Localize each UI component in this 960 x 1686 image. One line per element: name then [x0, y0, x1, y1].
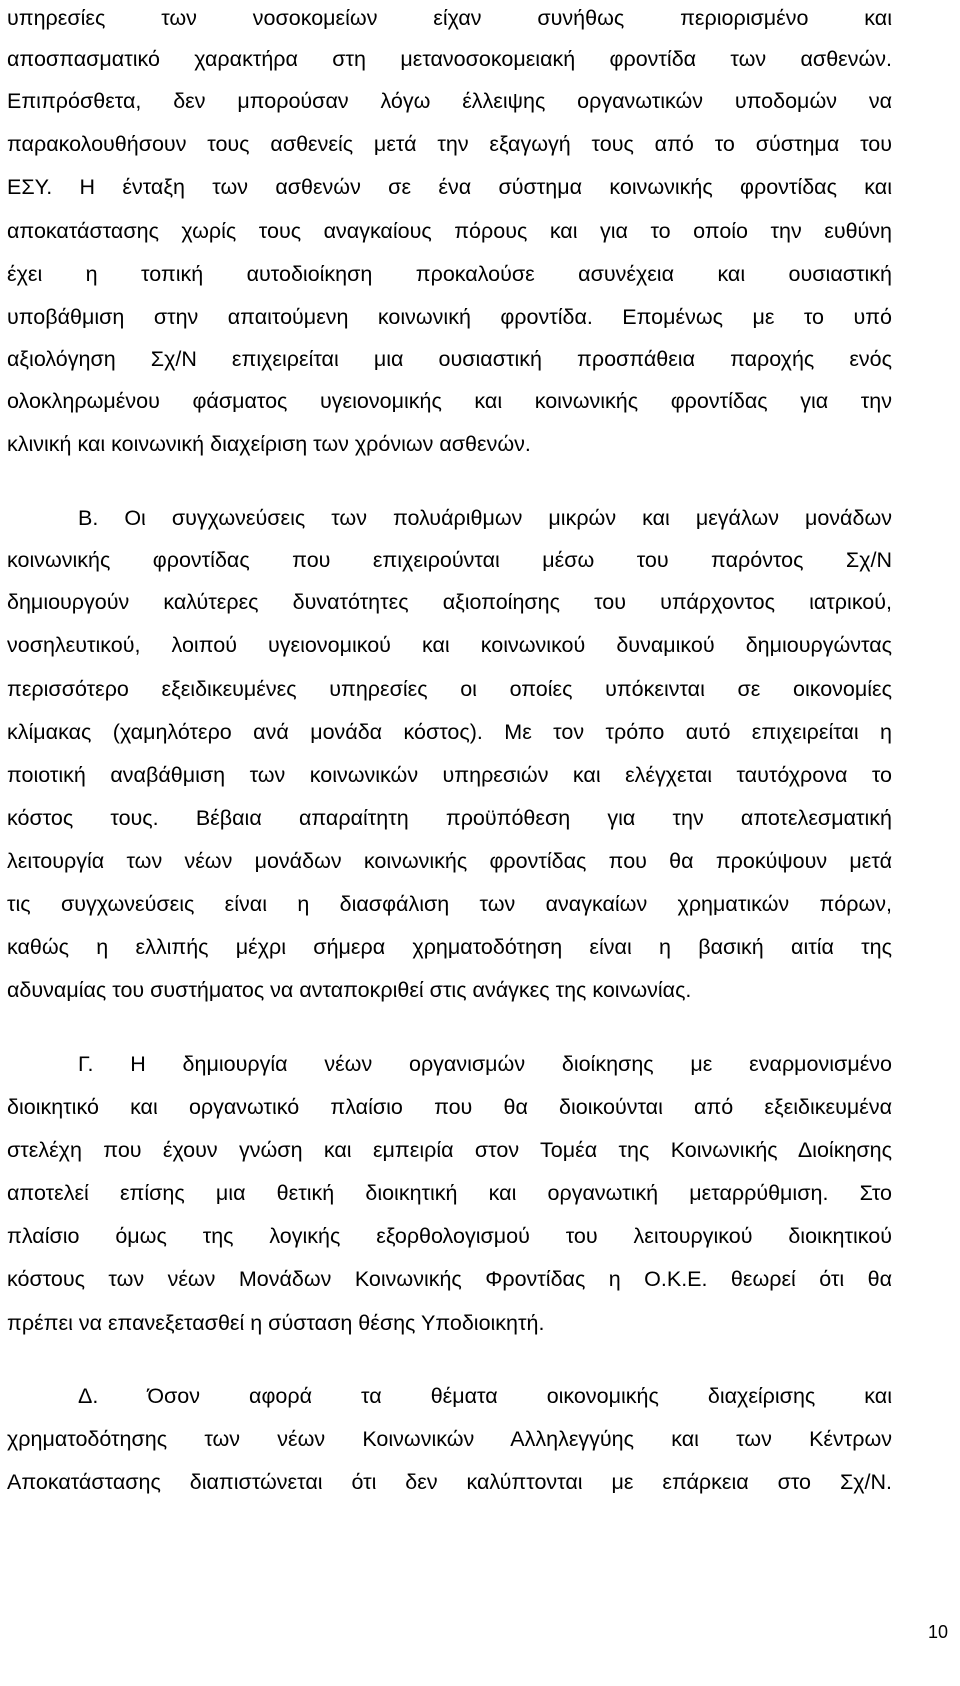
text-line: ποιοτική αναβάθμιση των κοινωνικών υπηρεσιών και ελέγχεται ταυτόχρονα το — [7, 763, 892, 787]
text-line: αδυναμίας του συστήματος να ανταποκριθεί στις ανάγκες της κοινωνίας. — [7, 978, 692, 1002]
text-line: κόστους των νέων Μονάδων Κοινωνικής Φροντίδας η Ο.Κ.Ε. θεωρεί ότι θα — [7, 1267, 892, 1291]
text-line: αποκατάστασης χωρίς τους αναγκαίους πόρους και για το οποίο την ευθύνη — [7, 219, 892, 243]
text-line: περισσότερο εξειδικευμένες υπηρεσίες οι οποίες υπόκεινται σε οικονομίες — [7, 677, 892, 701]
text-line: αποτελεί επίσης μια θετική διοικητική και οργανωτική μεταρρύθμιση. Στο — [7, 1181, 892, 1205]
text-line: δημιουργούν καλύτερες δυνατότητες αξιοποίησης του υπάρχοντος ιατρικού, — [7, 590, 892, 614]
text-line: παρακολουθήσουν τους ασθενείς μετά την εξαγωγή τους από το σύστημα του — [7, 132, 892, 156]
text-line: στελέχη που έχουν γνώση και εμπειρία στον Τομέα της Κοινωνικής Διοίκησης — [7, 1138, 892, 1162]
text-line: υποβάθμιση στην απαιτούμενη κοινωνική φροντίδα. Επομένως με το υπό — [7, 305, 892, 329]
text-line: Β. Οι συγχωνεύσεις των πολυάριθμων μικρών και μεγάλων μονάδων — [78, 506, 892, 530]
text-line: ΕΣΥ. Η ένταξη των ασθενών σε ένα σύστημα κοινωνικής φροντίδας και — [7, 175, 892, 199]
text-line: αξιολόγηση Σχ/Ν επιχειρείται μια ουσιαστική προσπάθεια παροχής ενός — [7, 347, 892, 371]
text-line: κοινωνικής φροντίδας που επιχειρούνται μέσω του παρόντος Σχ/Ν — [7, 548, 892, 572]
text-line: λειτουργία των νέων μονάδων κοινωνικής φροντίδας που θα προκύψουν μετά — [7, 849, 892, 873]
text-line: αποσπασματικό χαρακτήρα στη μετανοσοκομειακή φροντίδα των ασθενών. — [7, 47, 892, 71]
text-line: κλινική και κοινωνική διαχείριση των χρόνιων ασθενών. — [7, 432, 531, 456]
page-number: 10 — [927, 1622, 948, 1642]
text-line: κόστος τους. Βέβαια απαραίτητη προϋπόθεση για την αποτελεσματική — [7, 806, 892, 830]
text-line: χρηματοδότησης των νέων Κοινωνικών Αλληλεγγύης και των Κέντρων — [7, 1427, 892, 1451]
text-line: καθώς η ελλιπής μέχρι σήμερα χρηματοδότηση είναι η βασική αιτία της — [7, 935, 892, 959]
text-line: Αποκατάστασης διαπιστώνεται ότι δεν καλύπτονται με επάρκεια στο Σχ/Ν. — [7, 1470, 892, 1494]
text-line: ολοκληρωμένου φάσματος υγειονομικής και κοινωνικής φροντίδας για την — [7, 389, 892, 413]
text-line: τις συγχωνεύσεις είναι η διασφάλιση των αναγκαίων χρηματικών πόρων, — [7, 892, 892, 916]
text-line: διοικητικό και οργανωτικό πλαίσιο που θα διοικούνται από εξειδικευμένα — [7, 1095, 892, 1119]
text-line: Επιπρόσθετα, δεν μπορούσαν λόγω έλλειψης οργανωτικών υποδομών να — [7, 89, 892, 113]
text-line: πλαίσιο όμως της λογικής εξορθολογισμού του λειτουργικού διοικητικού — [7, 1224, 892, 1248]
text-line: κλίμακας (χαμηλότερο ανά μονάδα κόστος). Με τον τρόπο αυτό επιχειρείται η — [7, 720, 892, 744]
text-line: Δ. Όσον αφορά τα θέματα οικονομικής διαχείρισης και — [78, 1384, 892, 1408]
text-line: έχει η τοπική αυτοδιοίκηση προκαλούσε ασυνέχεια και ουσιαστική — [7, 262, 892, 286]
text-line: υπηρεσίες των νοσοκομείων είχαν συνήθως περιορισμένο και — [7, 6, 892, 30]
text-line: νοσηλευτικού, λοιπού υγειονομικού και κοινωνικού δυναμικού δημιουργώντας — [7, 633, 892, 657]
text-line: Γ. Η δημιουργία νέων οργανισμών διοίκησης με εναρμονισμένο — [78, 1052, 892, 1076]
text-line: πρέπει να επανεξετασθεί η σύσταση θέσης Υποδιοικητή. — [7, 1311, 545, 1335]
